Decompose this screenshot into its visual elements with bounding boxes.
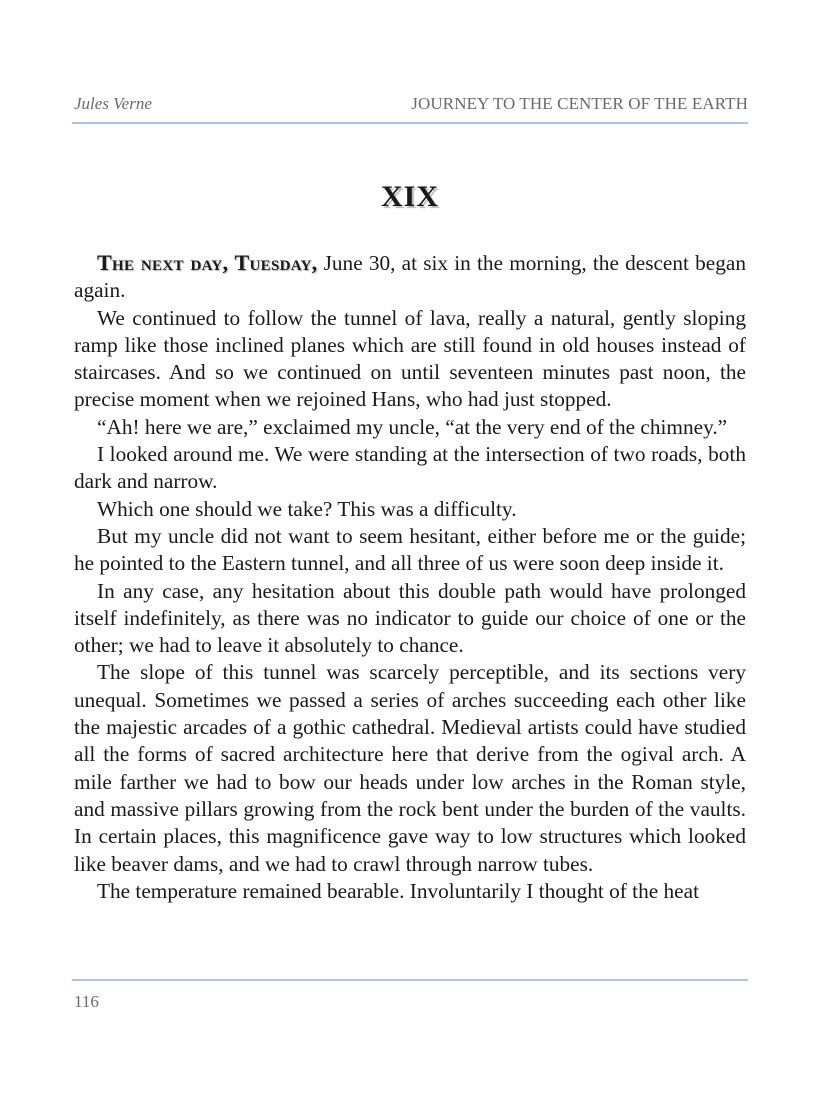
- header-rule: [72, 122, 748, 124]
- running-header: [72, 90, 748, 120]
- paragraph: “Ah! here we are,” exclaimed my uncle, “at the very end of the chimney.”: [97, 414, 728, 439]
- chapter-body: [74, 249, 746, 905]
- paragraph: But my uncle did not want to seem hesitant, either before me or the guide; he pointed to the Eastern tunnel, and all three of us were soon deep inside it.: [74, 523, 746, 576]
- footer-rule: [72, 979, 748, 981]
- paragraph-lead-in: The next day, Tuesday,: [97, 250, 318, 275]
- header-book-title: JOURNEY TO THE CENTER OF THE EARTH: [411, 94, 748, 113]
- header-author: Jules Verne: [74, 94, 152, 113]
- page-number: 116: [74, 992, 99, 1011]
- paragraph: [74, 249, 746, 305]
- chapter-heading: XIX: [380, 180, 439, 213]
- paragraph: The slope of this tunnel was scarcely perceptible, and its sections very unequal. Sometimes we passed a series of arches succeeding each other like the majestic arcades of a gothic cathedral. Medieval artists could have studied all the forms of sacred architecture here that derive from the ogival arch. A mile farther we had to bow our heads under low arches in the Roman style, and massive pillars growing from the rock bent under the burden of the vaults. In certain places, this magnificence gave way to low structures which looked like beaver dams, and we had to crawl through narrow tubes.: [74, 660, 746, 876]
- paragraph: Which one should we take? This was a difficulty.: [97, 496, 517, 521]
- paragraph: We continued to follow the tunnel of lava, really a natural, gently sloping ramp like those inclined planes which are still found in old houses instead of staircases. And so we continued on until seventeen minutes past noon, the precise moment when we rejoined Hans, who had just stopped.: [74, 305, 746, 412]
- paragraph-text: June 30, at six in the morning, the descent began again.: [74, 251, 746, 303]
- paragraph: In any case, any hesitation about this double path would have prolonged itself indefinitely, as there was no indicator to guide our choice of one or the other; we had to leave it absolutely to chance.: [74, 578, 746, 658]
- paragraph: The temperature remained bearable. Involuntarily I thought of the heat: [97, 878, 699, 903]
- paragraph: I looked around me. We were standing at the intersection of two roads, both dark and narrow.: [74, 442, 746, 494]
